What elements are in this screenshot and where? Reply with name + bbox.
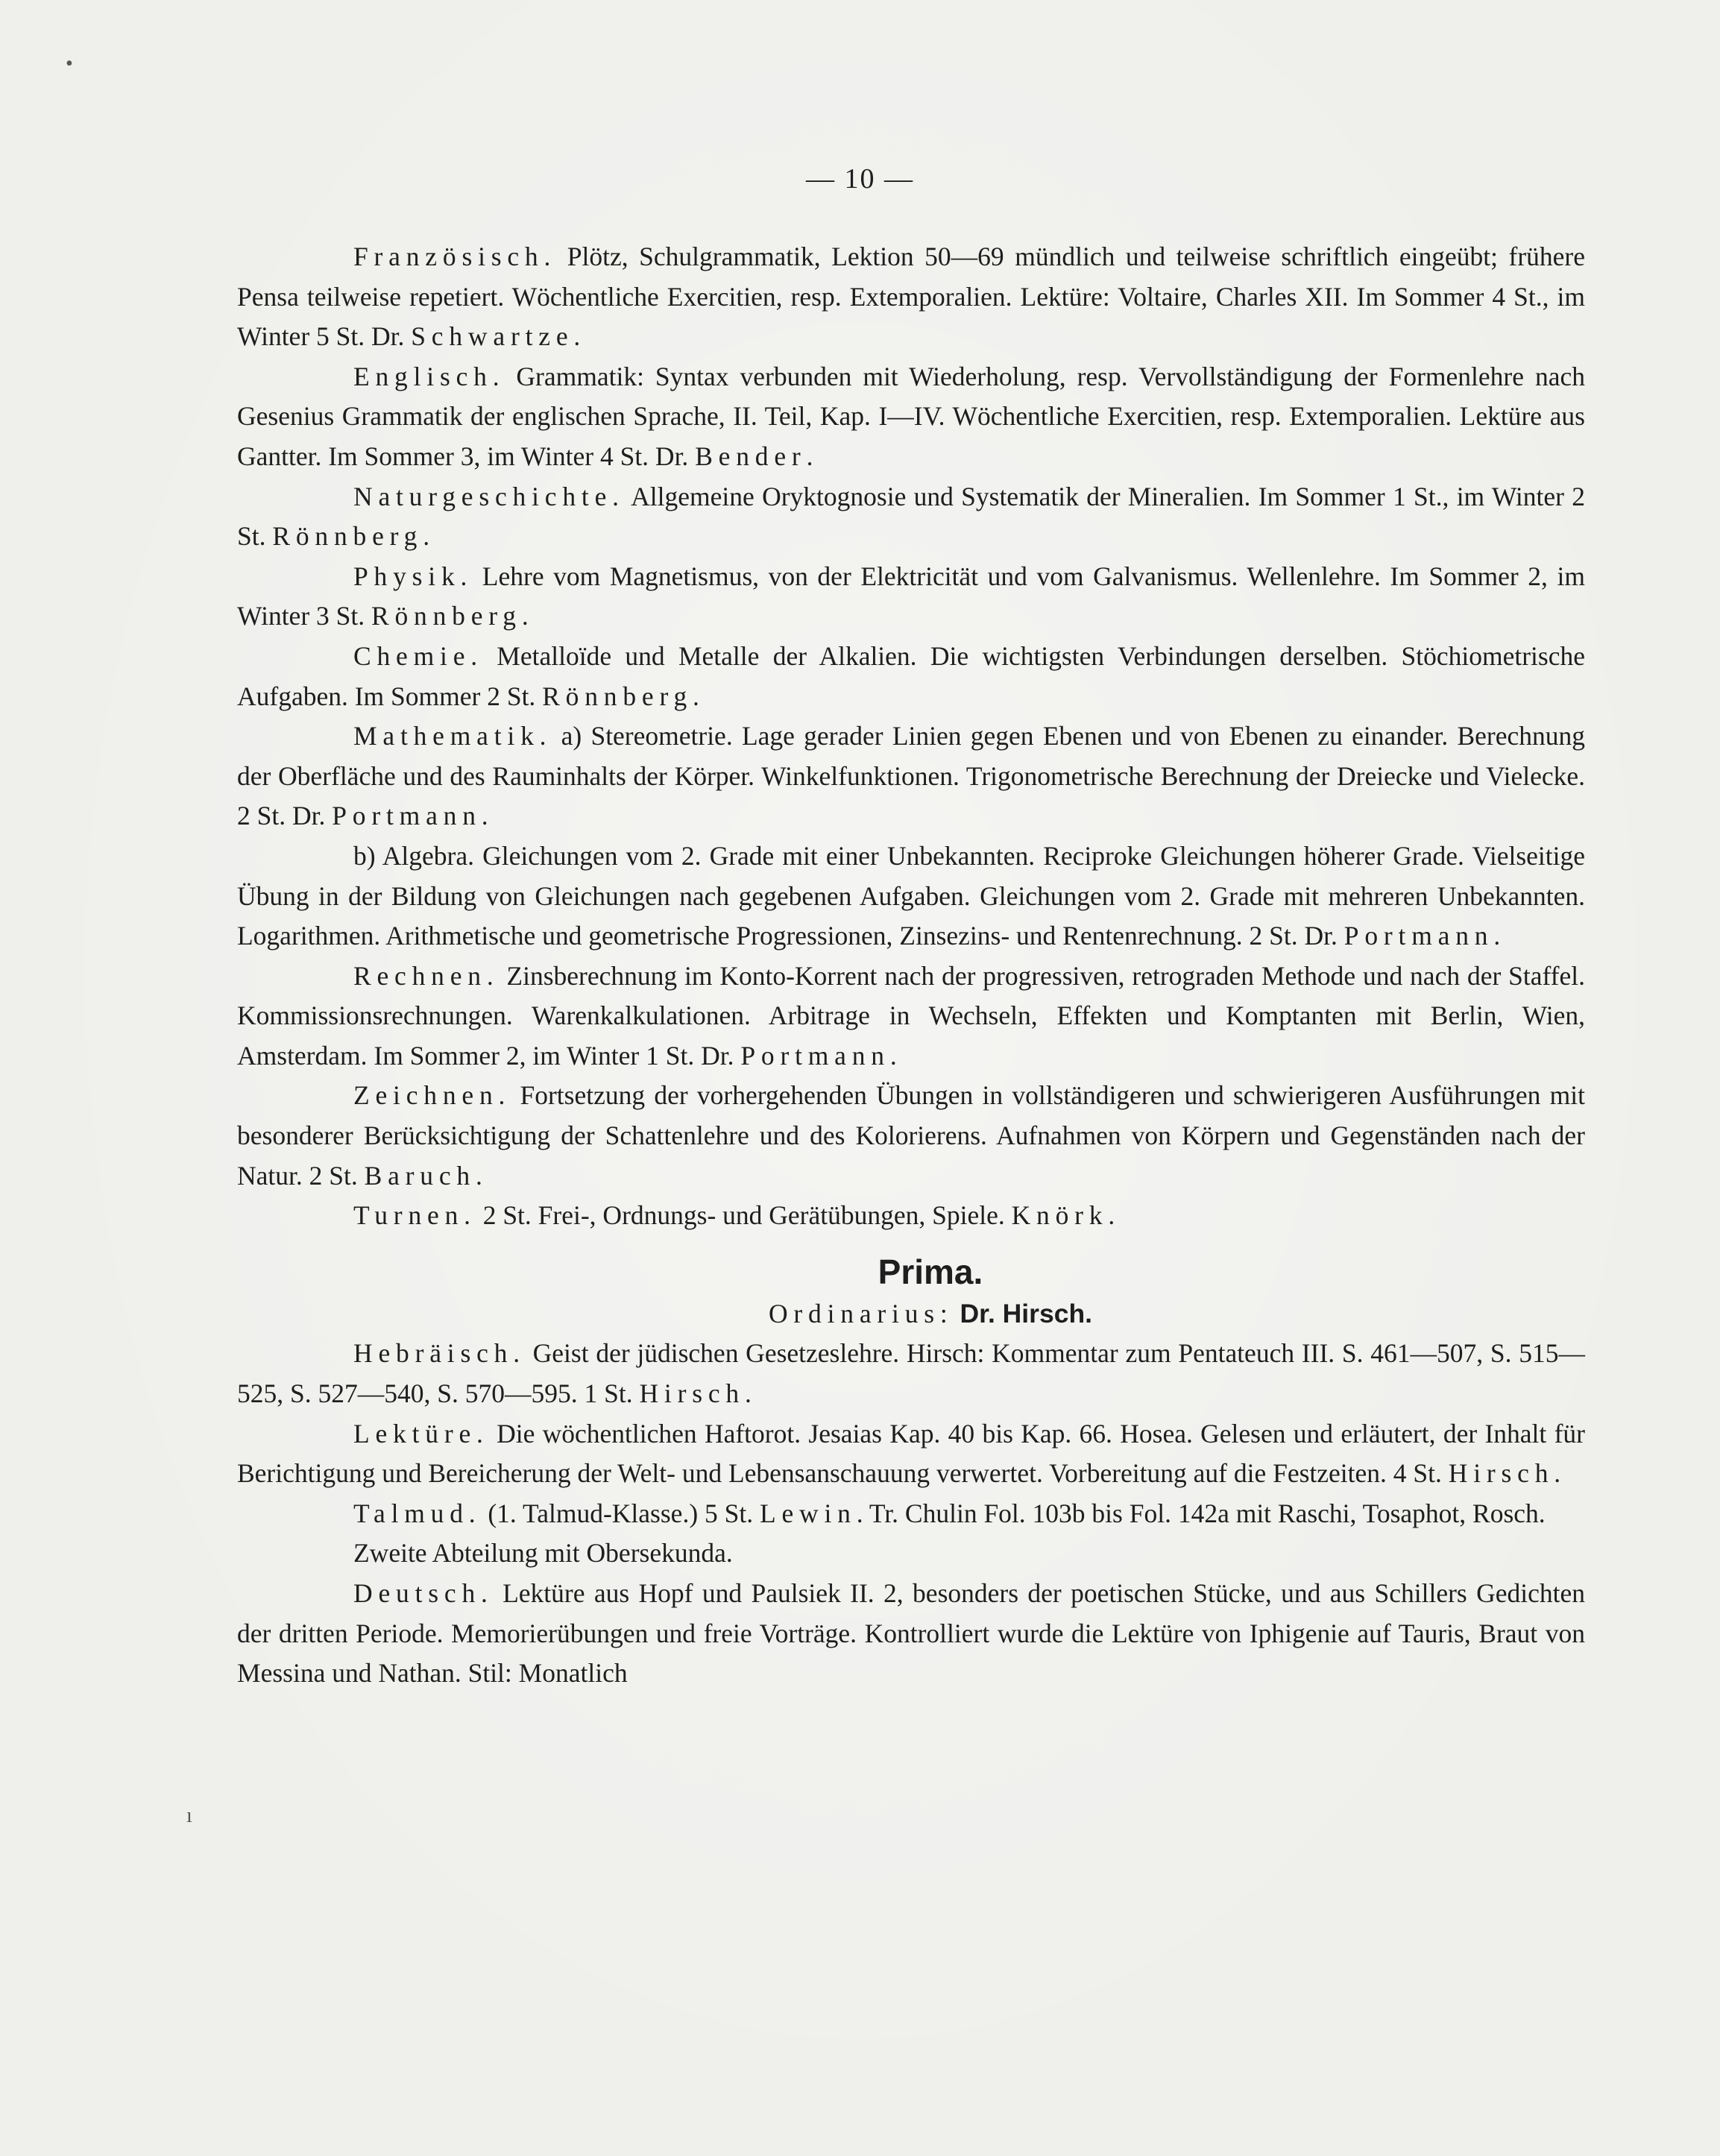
section-zeichnen [237, 1076, 1585, 1196]
subject-lead: b) Algebra. [353, 840, 474, 871]
subject-lead: Turnen. [353, 1200, 476, 1231]
subject-lead: Rechnen. [353, 960, 500, 991]
subject-lead: Physik. [353, 561, 473, 591]
class-heading-prima: Prima. [878, 1252, 983, 1291]
section-text: Gleichungen vom 2. Grade mit einer Unbekannten. Reciproke Gleichungen höherer Grade. Vielseitige Übung in der Bildung von Gleichungen nach gegebenen Aufgaben. Gleichungen vom 2. Grade mit mehreren Unbekannten. Logarithmen. Arithmetische und geometrische Progressionen, Zinsezins- und Rentenrechnung. 2 St. Dr. [237, 840, 1585, 951]
ordinarius-label: Ordinarius: [768, 1298, 954, 1328]
section-text: a) Stereometrie. Lage gerader Linien gegen Ebenen und von Ebenen zu einander. Berechnung der Oberfläche und des Rauminhalts der Körper. Winkelfunktionen. Trigonometrische Berechnung der Dreiecke und Vielecke. 2 St. Dr. [237, 721, 1585, 831]
teacher-name: Hirsch [639, 1378, 745, 1409]
section-physik [237, 557, 1585, 637]
section-algebra [237, 836, 1585, 956]
section-tail: . [1493, 921, 1501, 951]
section-tail: . [693, 681, 699, 711]
section-zweite-abteilung [237, 1534, 1585, 1574]
section-text: Geist der jüdischen Gesetzeslehre. Hirsch: Kommentar zum Pentateuch III. S. 461—507, S. 515—525, S. 527—540, S. 570—595. 1 St. [237, 1338, 1585, 1409]
teacher-name: Rönnberg [371, 601, 522, 631]
teacher-name: Knörk [1011, 1200, 1109, 1231]
section-text: Plötz, Schulgrammatik, Lektion 50—69 mündlich und teilweise schriftlich eingeübt; frühere Pensa teilweise repetiert. Wöchentliche Exercitien, resp. Extemporalien. Lektüre: Voltaire, Charles XII. Im Sommer 4 St., im Winter 5 St. Dr. [237, 242, 1585, 352]
section-turnen [237, 1196, 1585, 1236]
section-text: Fortsetzung der vorhergehenden Übungen in vollständigeren und schwierigeren Ausführungen mit besonderer Berücksichtigung der Schattenlehre und des Kolorierens. Aufnahmen von Körpern und Gegenständen nach der Natur. 2 St. [237, 1080, 1585, 1191]
section-tail: . Tr. Chulin Fol. 103b bis Fol. 142a mit Raschi, Tosaphot, Rosch. [856, 1498, 1546, 1528]
section-tail: . [481, 801, 488, 831]
teacher-name: Hirsch [1448, 1458, 1554, 1489]
subject-lead: Chemie. [353, 640, 483, 671]
ordinarius-line [237, 1294, 1585, 1334]
subject-lead: Englisch. [353, 361, 505, 391]
subject-lead: Talmud. [353, 1498, 482, 1528]
section-text: Zweite Abteilung mit Obersekunda. [353, 1538, 733, 1569]
section-tail: . [1108, 1200, 1115, 1231]
subject-lead: Naturgeschichte. [353, 481, 625, 511]
teacher-name: Baruch [364, 1160, 476, 1191]
page-number: — 10 — [806, 163, 914, 195]
section-tail: . [889, 1040, 897, 1071]
section-text: Zinsberechnung im Konto-Korrent nach der progressiven, retrograden Methode und nach der Staffel. Kommissionsrechnungen. Warenkalkulationen. Arbitrage in Wechseln, Effekten und Komptanten mit Berlin, Wien, Amsterdam. Im Sommer 2, im Winter 1 St. Dr. [237, 960, 1585, 1071]
section-franzoesisch [237, 237, 1585, 357]
teacher-name: Portmann [332, 801, 482, 831]
teacher-name: Schwartze [411, 321, 574, 352]
section-hebraeisch [237, 1334, 1585, 1413]
teacher-name: Lewin [760, 1498, 857, 1528]
section-text: Grammatik: Syntax verbunden mit Wiederholung, resp. Vervollständigung der Formenlehre nach Gesenius Grammatik der englischen Sprache, II. Teil, Kap. I—IV. Wöchentliche Exercitien, resp. Extemporalien. Lektüre aus Gantter. Im Sommer 3, im Winter 4 St. Dr. [237, 361, 1585, 471]
section-tail: . [1554, 1458, 1561, 1489]
section-tail: . [573, 321, 581, 352]
section-text: Allgemeine Oryktognosie und Systematik der Mineralien. Im Sommer 1 St., im Winter 2 St. [237, 481, 1585, 552]
section-tail: . [744, 1378, 752, 1409]
section-talmud [237, 1494, 1585, 1534]
teacher-name: Bender [695, 441, 807, 471]
teacher-name: Portmann [740, 1040, 890, 1071]
teacher-name: Portmann [1343, 921, 1494, 951]
print-speck: ı [186, 1804, 192, 1827]
section-rechnen [237, 956, 1585, 1077]
teacher-name: Rönnberg [542, 681, 693, 711]
print-speck: • [66, 52, 73, 75]
section-mathematik [237, 716, 1585, 836]
section-naturgeschichte [237, 477, 1585, 557]
section-deutsch [237, 1574, 1585, 1694]
subject-lead: Zeichnen. [353, 1080, 511, 1111]
section-text: (1. Talmud-Klasse.) 5 St. [481, 1498, 760, 1528]
teacher-name: Rönnberg [272, 521, 423, 552]
section-text: Lektüre aus Hopf und Paulsiek II. 2, besonders der poetischen Stücke, und aus Schillers Gedichten der dritten Periode. Memorierübungen und freie Vorträge. Kontrolliert wurde die Lektüre von Iphigenie auf Tauris, Braut von Messina und Nathan. Stil: Monatlich [237, 1578, 1585, 1689]
body-text [237, 237, 1585, 1694]
ordinarius-name: Dr. Hirsch. [960, 1298, 1093, 1328]
section-lektuere [237, 1414, 1585, 1494]
subject-lead: Mathematik. [353, 721, 552, 751]
section-tail: . [806, 441, 813, 471]
subject-lead: Deutsch. [353, 1578, 494, 1608]
subject-lead: Lektüre. [353, 1418, 489, 1449]
section-text: Lehre vom Magnetismus, von der Elektricität und vom Galvanismus. Wellenlehre. Im Sommer 2, im Winter 3 St. [237, 561, 1585, 631]
subject-lead: Hebräisch. [353, 1338, 526, 1369]
section-text: Metalloïde und Metalle der Alkalien. Die wichtigsten Verbindungen derselben. Stöchiometrische Aufgaben. Im Sommer 2 St. [237, 640, 1585, 711]
section-text: 2 St. Frei-, Ordnungs- und Gerätübungen, Spiele. [476, 1200, 1012, 1231]
section-tail: . [423, 521, 430, 552]
section-tail: . [521, 601, 529, 631]
section-tail: . [475, 1160, 482, 1191]
subject-lead: Französisch. [353, 242, 557, 271]
section-englisch [237, 357, 1585, 477]
section-text: Die wöchentlichen Haftorot. Jesaias Kap. 40 bis Kap. 66. Hosea. Gelesen und erläutert, der Inhalt für Berichtigung und Bereicherung der Welt- und Lebensanschauung verwertet. Vorbereitung auf die Festzeiten. 4 St. [237, 1418, 1585, 1489]
section-chemie [237, 637, 1585, 716]
